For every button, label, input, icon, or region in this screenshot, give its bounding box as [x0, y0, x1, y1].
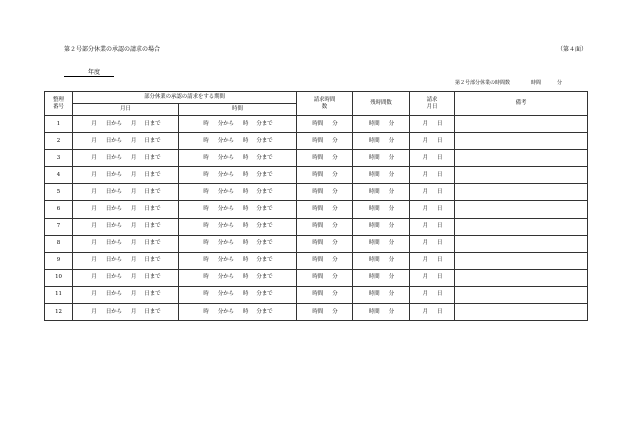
- day-unit: 日: [437, 291, 443, 298]
- request-date-cell[interactable]: [410, 116, 455, 133]
- header-remarks: 備考: [455, 92, 588, 116]
- minutes-unit: 分: [388, 223, 395, 230]
- remaining-hours-cell[interactable]: [353, 235, 410, 252]
- day-unit: 日: [437, 308, 443, 315]
- minutes-unit: 分: [332, 257, 338, 264]
- day-until-unit: 日まで: [144, 154, 161, 161]
- minute-until-unit: 分まで: [256, 223, 273, 230]
- day-unit: 日: [437, 188, 443, 195]
- remarks-cell[interactable]: [455, 133, 588, 150]
- day-unit: 日: [437, 137, 443, 144]
- month-unit: 月: [422, 154, 428, 161]
- hours-unit: 時間: [368, 274, 380, 281]
- date-range-cell[interactable]: [73, 252, 179, 269]
- table-row: [45, 252, 588, 269]
- remaining-hours-cell[interactable]: [353, 286, 410, 303]
- minutes-unit: 分: [332, 274, 338, 281]
- day-until-unit: 日まで: [144, 274, 161, 281]
- date-range-cell[interactable]: [73, 150, 179, 167]
- month-unit: 月: [422, 120, 428, 127]
- request-hours-cell[interactable]: [297, 167, 353, 184]
- request-date-cell[interactable]: [410, 235, 455, 252]
- date-range-cell[interactable]: [73, 286, 179, 303]
- date-range-cell[interactable]: [73, 133, 179, 150]
- request-hours-cell[interactable]: [297, 201, 353, 218]
- remaining-hours-cell[interactable]: [353, 116, 410, 133]
- day-from-unit: 日から: [105, 154, 122, 161]
- day-unit: 日: [437, 240, 443, 247]
- row-number: 5: [45, 184, 73, 201]
- time-range-cell[interactable]: [179, 116, 297, 133]
- month-unit: 月: [91, 120, 97, 127]
- month-unit: 月: [91, 171, 97, 178]
- month-unit: 月: [422, 291, 428, 298]
- day-until-unit: 日まで: [144, 257, 161, 264]
- minute-until-unit: 分まで: [256, 137, 273, 144]
- month-unit: 月: [91, 154, 97, 161]
- hour-unit: 時: [243, 154, 249, 161]
- minute-from-unit: 分から: [217, 120, 234, 127]
- time-range-cell[interactable]: [179, 201, 297, 218]
- day-unit: 日: [437, 206, 443, 213]
- time-range-cell[interactable]: [179, 269, 297, 286]
- month-unit: 月: [91, 206, 97, 213]
- minutes-unit: 分: [388, 154, 395, 161]
- row-number: 1: [45, 116, 73, 133]
- total-hours-unit-hour: 時間: [531, 80, 542, 86]
- table-body: [45, 116, 588, 321]
- month-unit: 月: [131, 291, 137, 298]
- hour-unit: 時: [203, 206, 209, 213]
- request-date-cell[interactable]: [410, 269, 455, 286]
- minute-from-unit: 分から: [217, 308, 234, 315]
- hours-unit: 時間: [368, 291, 380, 298]
- day-unit: 日: [437, 223, 443, 230]
- minute-until-unit: 分まで: [256, 291, 273, 298]
- minutes-unit: 分: [388, 206, 395, 213]
- hours-unit: 時間: [312, 291, 324, 298]
- day-from-unit: 日から: [105, 120, 122, 127]
- minute-from-unit: 分から: [217, 154, 234, 161]
- remarks-cell[interactable]: [455, 167, 588, 184]
- month-unit: 月: [422, 171, 428, 178]
- minutes-unit: 分: [388, 188, 395, 195]
- hour-unit: 時: [203, 171, 209, 178]
- minutes-unit: 分: [332, 291, 338, 298]
- hours-unit: 時間: [312, 274, 324, 281]
- table-row: [45, 269, 588, 286]
- hours-unit: 時間: [368, 171, 380, 178]
- remarks-cell[interactable]: [455, 218, 588, 235]
- request-date-cell[interactable]: [410, 150, 455, 167]
- minutes-unit: 分: [388, 120, 395, 127]
- minute-from-unit: 分から: [217, 291, 234, 298]
- row-number: 11: [45, 286, 73, 303]
- table-row: [45, 304, 588, 321]
- header-request-date: 請求月日: [410, 92, 455, 116]
- month-unit: 月: [131, 188, 137, 195]
- day-from-unit: 日から: [105, 171, 122, 178]
- hours-unit: 時間: [368, 257, 380, 264]
- request-date-cell[interactable]: [410, 201, 455, 218]
- day-from-unit: 日から: [105, 291, 122, 298]
- minute-from-unit: 分から: [217, 137, 234, 144]
- month-unit: 月: [91, 257, 97, 264]
- remaining-hours-cell[interactable]: [353, 150, 410, 167]
- remaining-hours-cell[interactable]: [353, 304, 410, 321]
- remarks-cell[interactable]: [455, 269, 588, 286]
- month-unit: 月: [422, 206, 428, 213]
- hour-unit: 時: [243, 291, 249, 298]
- minutes-unit: 分: [332, 171, 338, 178]
- hours-unit: 時間: [312, 206, 324, 213]
- request-date-cell[interactable]: [410, 286, 455, 303]
- request-date-cell[interactable]: [410, 218, 455, 235]
- day-until-unit: 日まで: [144, 223, 161, 230]
- hours-unit: 時間: [312, 240, 324, 247]
- table-row: [45, 201, 588, 218]
- year-input-line[interactable]: [64, 76, 114, 77]
- remaining-hours-cell[interactable]: [353, 252, 410, 269]
- remarks-cell[interactable]: [455, 286, 588, 303]
- hour-unit: 時: [243, 274, 249, 281]
- remarks-cell[interactable]: [455, 252, 588, 269]
- hour-unit: 時: [203, 188, 209, 195]
- remarks-cell[interactable]: [455, 304, 588, 321]
- hour-unit: 時: [243, 171, 249, 178]
- row-number: 12: [45, 304, 73, 321]
- day-unit: 日: [437, 257, 443, 264]
- hours-unit: 時間: [312, 171, 324, 178]
- request-hours-cell[interactable]: [297, 218, 353, 235]
- minute-from-unit: 分から: [217, 206, 234, 213]
- minutes-unit: 分: [388, 137, 395, 144]
- month-unit: 月: [422, 240, 428, 247]
- date-range-cell[interactable]: [73, 269, 179, 286]
- minutes-unit: 分: [388, 171, 395, 178]
- month-unit: 月: [131, 240, 137, 247]
- date-range-cell[interactable]: [73, 184, 179, 201]
- remaining-hours-cell[interactable]: [353, 133, 410, 150]
- hours-unit: 時間: [368, 206, 380, 213]
- form-title: 第２号部分休業の承認の請求の場合: [64, 46, 161, 53]
- day-until-unit: 日まで: [144, 188, 161, 195]
- day-from-unit: 日から: [105, 223, 122, 230]
- month-unit: 月: [131, 308, 137, 315]
- time-range-cell[interactable]: [179, 218, 297, 235]
- remaining-hours-cell[interactable]: [353, 269, 410, 286]
- time-range-cell[interactable]: [179, 133, 297, 150]
- month-unit: 月: [91, 308, 97, 315]
- day-until-unit: 日まで: [144, 171, 161, 178]
- time-range-cell[interactable]: [179, 252, 297, 269]
- year-label: 年度: [88, 69, 101, 76]
- day-until-unit: 日まで: [144, 120, 161, 127]
- date-range-cell[interactable]: [73, 116, 179, 133]
- minute-until-unit: 分まで: [256, 154, 273, 161]
- day-unit: 日: [437, 154, 443, 161]
- date-range-cell[interactable]: [73, 201, 179, 218]
- header-time: 時間: [179, 104, 297, 116]
- request-date-cell[interactable]: [410, 133, 455, 150]
- minutes-unit: 分: [388, 308, 395, 315]
- request-hours-cell[interactable]: [297, 304, 353, 321]
- hours-unit: 時間: [312, 223, 324, 230]
- minutes-unit: 分: [388, 257, 395, 264]
- hour-unit: 時: [203, 240, 209, 247]
- minute-until-unit: 分まで: [256, 171, 273, 178]
- minute-from-unit: 分から: [217, 240, 234, 247]
- day-unit: 日: [437, 171, 443, 178]
- date-range-cell[interactable]: [73, 304, 179, 321]
- page-number: （第４面）: [557, 46, 588, 53]
- hour-unit: 時: [203, 257, 209, 264]
- remarks-cell[interactable]: [455, 184, 588, 201]
- minutes-unit: 分: [332, 206, 338, 213]
- hour-unit: 時: [203, 291, 209, 298]
- day-unit: 日: [437, 120, 443, 127]
- request-hours-cell[interactable]: [297, 116, 353, 133]
- remarks-cell[interactable]: [455, 201, 588, 218]
- hour-unit: 時: [243, 188, 249, 195]
- minutes-unit: 分: [332, 188, 338, 195]
- hour-unit: 時: [243, 137, 249, 144]
- request-hours-cell[interactable]: [297, 184, 353, 201]
- row-number: 8: [45, 235, 73, 252]
- month-unit: 月: [422, 257, 428, 264]
- hour-unit: 時: [203, 120, 209, 127]
- hour-unit: 時: [203, 308, 209, 315]
- minutes-unit: 分: [388, 291, 395, 298]
- day-from-unit: 日から: [105, 308, 122, 315]
- minute-from-unit: 分から: [217, 188, 234, 195]
- day-from-unit: 日から: [105, 137, 122, 144]
- hours-unit: 時間: [312, 257, 324, 264]
- row-number: 4: [45, 167, 73, 184]
- hour-unit: 時: [203, 223, 209, 230]
- hours-unit: 時間: [368, 188, 380, 195]
- hour-unit: 時: [243, 120, 249, 127]
- minute-until-unit: 分まで: [256, 120, 273, 127]
- hours-unit: 時間: [368, 240, 380, 247]
- hours-unit: 時間: [312, 308, 324, 315]
- request-date-cell[interactable]: [410, 304, 455, 321]
- hours-unit: 時間: [368, 154, 380, 161]
- day-from-unit: 日から: [105, 274, 122, 281]
- day-until-unit: 日まで: [144, 206, 161, 213]
- month-unit: 月: [131, 206, 137, 213]
- month-unit: 月: [91, 223, 97, 230]
- hour-unit: 時: [243, 206, 249, 213]
- request-hours-cell[interactable]: [297, 133, 353, 150]
- time-range-cell[interactable]: [179, 304, 297, 321]
- minutes-unit: 分: [332, 308, 338, 315]
- minute-until-unit: 分まで: [256, 240, 273, 247]
- remarks-cell[interactable]: [455, 235, 588, 252]
- row-number: 9: [45, 252, 73, 269]
- minute-until-unit: 分まで: [256, 308, 273, 315]
- table-row: [45, 167, 588, 184]
- hour-unit: 時: [203, 137, 209, 144]
- hour-unit: 時: [243, 240, 249, 247]
- table-row: [45, 150, 588, 167]
- day-from-unit: 日から: [105, 206, 122, 213]
- minute-until-unit: 分まで: [256, 274, 273, 281]
- month-unit: 月: [131, 171, 137, 178]
- remarks-cell[interactable]: [455, 150, 588, 167]
- hours-unit: 時間: [368, 137, 380, 144]
- minutes-unit: 分: [388, 274, 395, 281]
- date-range-cell[interactable]: [73, 235, 179, 252]
- remaining-hours-cell[interactable]: [353, 201, 410, 218]
- time-range-cell[interactable]: [179, 150, 297, 167]
- total-hours-unit-minute: 分: [557, 80, 563, 86]
- month-unit: 月: [91, 188, 97, 195]
- date-range-cell[interactable]: [73, 167, 179, 184]
- header-request-hours: 請求時間数: [297, 92, 353, 116]
- day-until-unit: 日まで: [144, 137, 161, 144]
- request-hours-cell[interactable]: [297, 286, 353, 303]
- hours-unit: 時間: [312, 188, 324, 195]
- day-until-unit: 日まで: [144, 240, 161, 247]
- month-unit: 月: [422, 137, 428, 144]
- hours-unit: 時間: [312, 137, 324, 144]
- header-seq: 整理番号: [45, 92, 73, 116]
- header-remaining-hours: 残時間数: [353, 92, 410, 116]
- day-until-unit: 日まで: [144, 291, 161, 298]
- month-unit: 月: [131, 154, 137, 161]
- hours-unit: 時間: [312, 120, 324, 127]
- month-unit: 月: [422, 223, 428, 230]
- table-row: [45, 133, 588, 150]
- minute-until-unit: 分まで: [256, 188, 273, 195]
- month-unit: 月: [131, 274, 137, 281]
- partial-leave-table: [44, 91, 588, 321]
- hours-unit: 時間: [368, 120, 380, 127]
- header-period-group: 部分休業の承認の請求をする期間: [73, 92, 297, 104]
- month-unit: 月: [131, 120, 137, 127]
- request-date-cell[interactable]: [410, 252, 455, 269]
- time-range-cell[interactable]: [179, 184, 297, 201]
- month-unit: 月: [91, 274, 97, 281]
- table-row: [45, 286, 588, 303]
- minutes-unit: 分: [332, 120, 338, 127]
- table-row: [45, 184, 588, 201]
- minute-until-unit: 分まで: [256, 206, 273, 213]
- hours-unit: 時間: [368, 308, 380, 315]
- request-hours-cell[interactable]: [297, 252, 353, 269]
- day-from-unit: 日から: [105, 188, 122, 195]
- minutes-unit: 分: [388, 240, 395, 247]
- month-unit: 月: [422, 308, 428, 315]
- time-range-cell[interactable]: [179, 286, 297, 303]
- day-unit: 日: [437, 274, 443, 281]
- minutes-unit: 分: [332, 137, 338, 144]
- minutes-unit: 分: [332, 223, 338, 230]
- remaining-hours-cell[interactable]: [353, 218, 410, 235]
- request-hours-cell[interactable]: [297, 150, 353, 167]
- remaining-hours-cell[interactable]: [353, 167, 410, 184]
- table-row: [45, 218, 588, 235]
- date-range-cell[interactable]: [73, 218, 179, 235]
- request-hours-cell[interactable]: [297, 235, 353, 252]
- hour-unit: 時: [203, 274, 209, 281]
- hours-unit: 時間: [312, 154, 324, 161]
- month-unit: 月: [91, 240, 97, 247]
- month-unit: 月: [131, 137, 137, 144]
- minute-from-unit: 分から: [217, 223, 234, 230]
- month-unit: 月: [131, 223, 137, 230]
- month-unit: 月: [131, 257, 137, 264]
- table-row: [45, 235, 588, 252]
- minutes-unit: 分: [332, 240, 338, 247]
- hour-unit: 時: [203, 154, 209, 161]
- time-range-cell[interactable]: [179, 235, 297, 252]
- day-until-unit: 日まで: [144, 308, 161, 315]
- month-unit: 月: [91, 291, 97, 298]
- row-number: 7: [45, 218, 73, 235]
- minute-from-unit: 分から: [217, 257, 234, 264]
- minute-from-unit: 分から: [217, 274, 234, 281]
- total-hours-value: [531, 80, 562, 87]
- hour-unit: 時: [243, 308, 249, 315]
- time-range-cell[interactable]: [179, 167, 297, 184]
- remaining-hours-cell[interactable]: [353, 184, 410, 201]
- hours-unit: 時間: [368, 223, 380, 230]
- request-date-cell[interactable]: [410, 184, 455, 201]
- month-unit: 月: [422, 274, 428, 281]
- hour-unit: 時: [243, 223, 249, 230]
- minute-from-unit: 分から: [217, 171, 234, 178]
- header-date: 月日: [73, 104, 179, 116]
- table-row: [45, 116, 588, 133]
- month-unit: 月: [422, 188, 428, 195]
- request-date-cell[interactable]: [410, 167, 455, 184]
- row-number: 6: [45, 201, 73, 218]
- day-from-unit: 日から: [105, 257, 122, 264]
- row-number: 3: [45, 150, 73, 167]
- minutes-unit: 分: [332, 154, 338, 161]
- request-hours-cell[interactable]: [297, 269, 353, 286]
- row-number: 10: [45, 269, 73, 286]
- remarks-cell[interactable]: [455, 116, 588, 133]
- minute-until-unit: 分まで: [256, 257, 273, 264]
- month-unit: 月: [91, 137, 97, 144]
- day-from-unit: 日から: [105, 240, 122, 247]
- hour-unit: 時: [243, 257, 249, 264]
- total-hours-label: 第２号部分休業の時間数: [455, 80, 511, 86]
- row-number: 2: [45, 133, 73, 150]
